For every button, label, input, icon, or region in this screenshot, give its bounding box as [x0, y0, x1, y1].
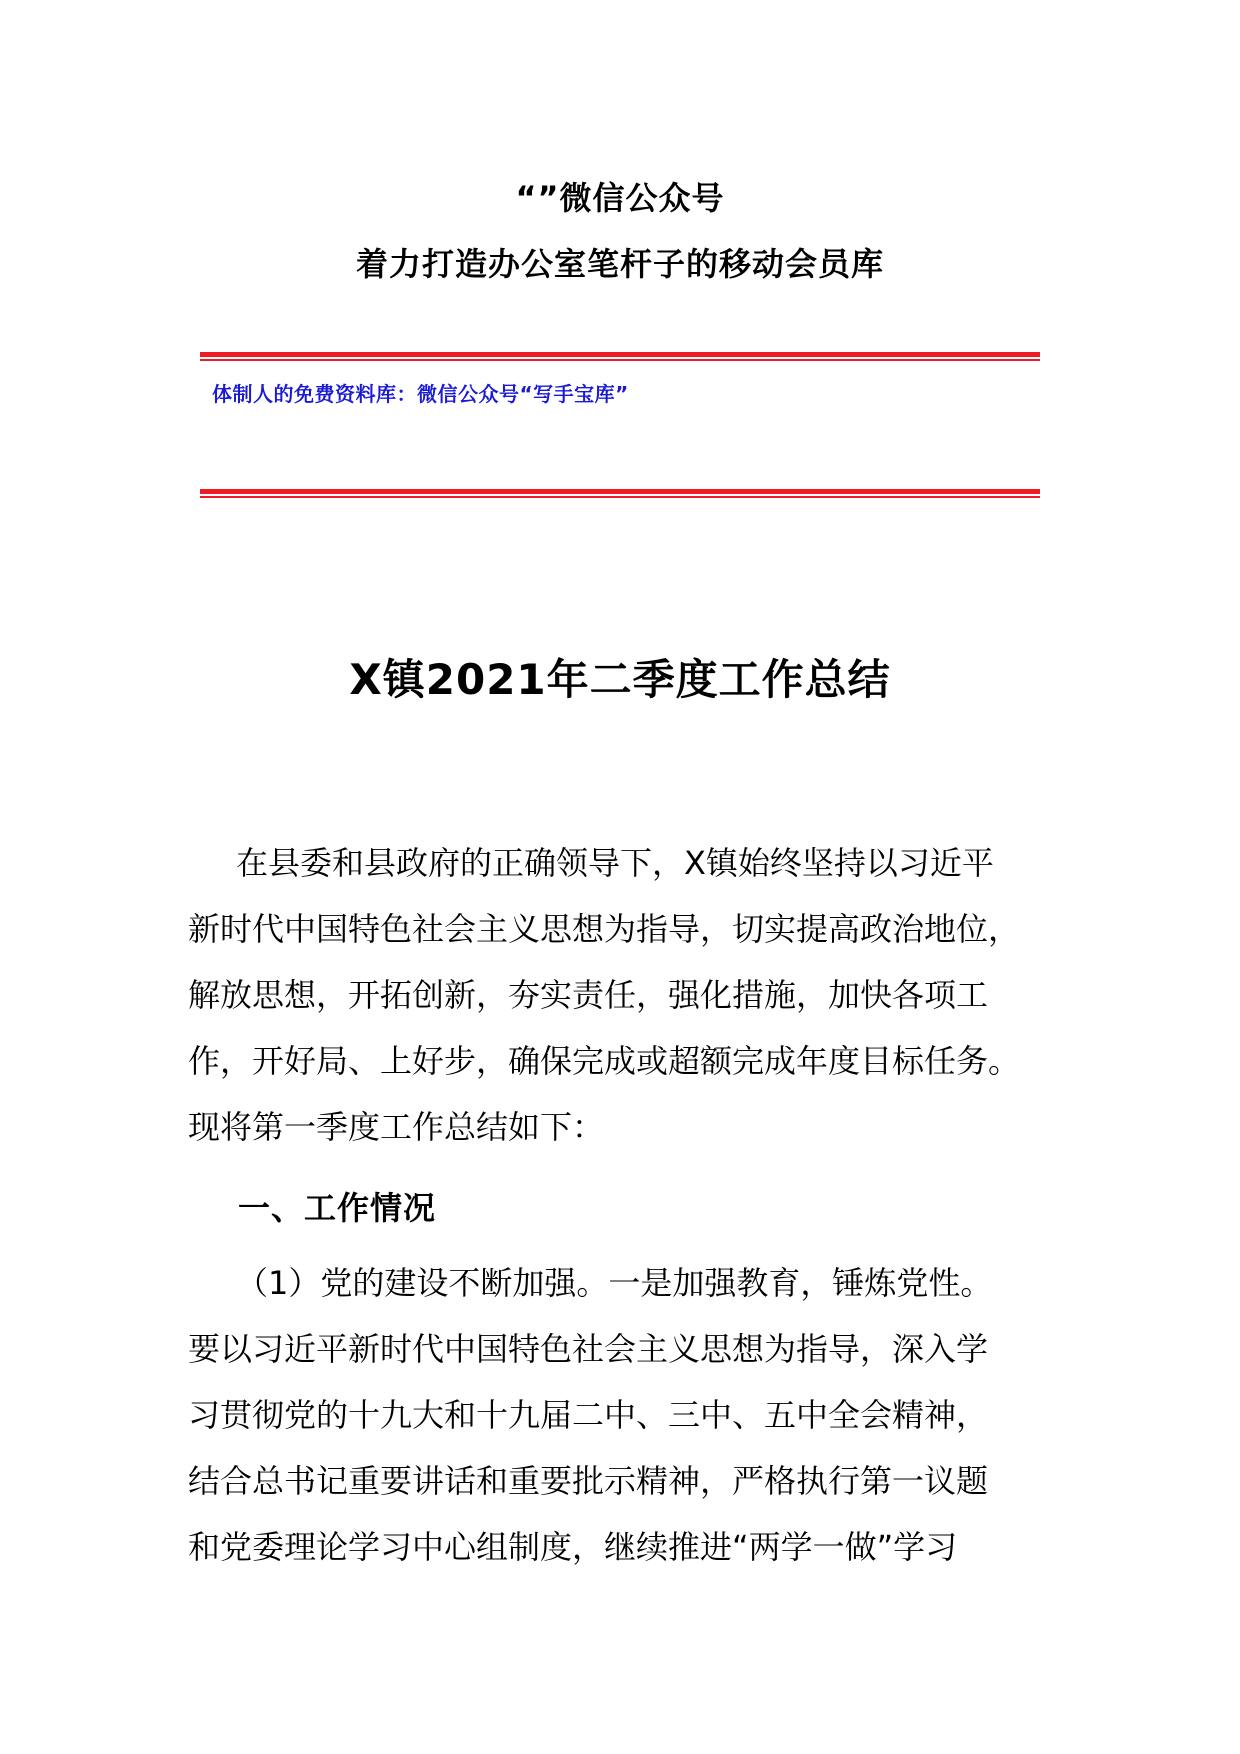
intro-paragraph: [188, 830, 1054, 1160]
intro-line: 在县委和县政府的正确领导下，X镇始终坚持以习近平: [236, 844, 994, 882]
intro-line: 作，开好局、上好步，确保完成或超额完成年度目标任务。: [188, 1042, 1021, 1080]
header-line-2: 着力打造办公室笔杆子的移动会员库: [355, 245, 884, 283]
section-1-line: 和党委理论学习中心组制度，继续推进“两学一做”学习: [188, 1528, 958, 1566]
section-heading-work-status: 一、工作情况: [238, 1189, 437, 1227]
intro-line: 新时代中国特色社会主义思想为指导，切实提高政治地位，: [188, 910, 1021, 948]
section-1-paragraph: [188, 1250, 1054, 1580]
intro-line: 现将第一季度工作总结如下：: [188, 1108, 605, 1146]
document-title: X镇2021年二季度工作总结: [349, 655, 891, 704]
section-1-line: （1）党的建设不断加强。一是加强教育，锤炼党性。: [236, 1264, 993, 1302]
section-1-line: 结合总书记重要讲话和重要批示精神，严格执行第一议题: [188, 1462, 989, 1500]
section-1-line: 习贯彻党的十九大和十九届二中、三中、五中全会精神，: [188, 1396, 989, 1434]
header-line-1: “”微信公众号: [515, 179, 725, 217]
bottom-red-rule: [200, 489, 1040, 498]
top-red-rule: [200, 352, 1040, 361]
intro-line: 解放思想，开拓创新，夯实责任，强化措施，加快各项工: [188, 976, 989, 1014]
section-1-line: 要以习近平新时代中国特色社会主义思想为指导，深入学: [188, 1330, 989, 1368]
promo-banner-text: 体制人的免费资料库：微信公众号“写手宝库”: [212, 382, 629, 406]
